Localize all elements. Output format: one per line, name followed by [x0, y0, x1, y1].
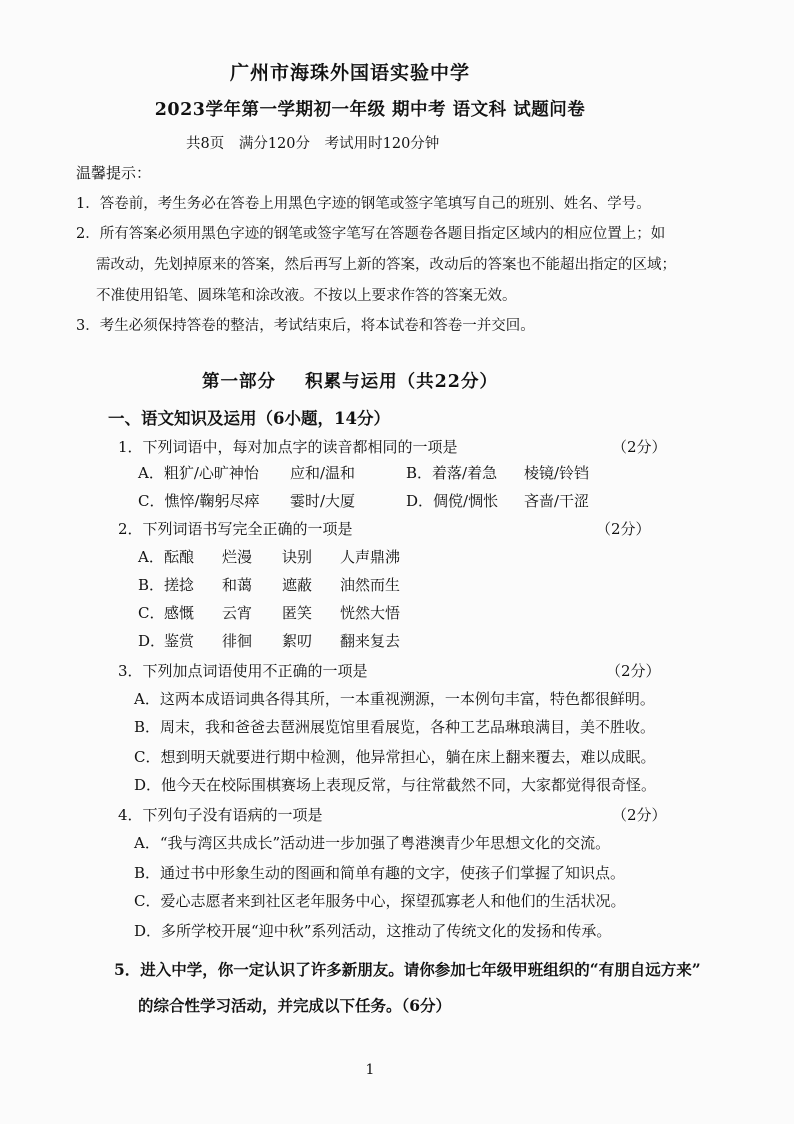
tips-title: 温馨提示： — [76, 164, 152, 182]
q2-word: 烂漫 — [222, 548, 253, 566]
q1-option-d: D．倜傥/惆怅 — [406, 492, 499, 510]
q1-option-b-2: 棱镜/铃铛 — [524, 464, 590, 482]
q2-option-letter: D． — [138, 632, 166, 650]
q2-option-letter: A． — [138, 548, 164, 566]
q2-word: 酝酿 — [164, 548, 195, 566]
q1-option-d-2: 吝啬/干涩 — [524, 492, 590, 510]
q2-word: 人声鼎沸 — [340, 548, 401, 566]
q2-word: 徘徊 — [222, 632, 253, 650]
q2-word: 翻来复去 — [340, 632, 401, 650]
q2-option-letter: C． — [138, 604, 165, 622]
q4-option: B．通过书中形象生动的图画和简单有趣的文字，使孩子们掌握了知识点。 — [134, 864, 626, 882]
q3-option: A．这两本成语词典各得其所，一本重视溯源，一本例句丰富，特色都很鲜明。 — [134, 690, 655, 708]
q2-word: 遮蔽 — [282, 576, 313, 594]
question-4-stem: 4．下列句子没有语病的一项是 — [118, 806, 323, 824]
section-title: 一、语文知识及运用（6小题，14分） — [108, 409, 390, 428]
question-2-points: （2分） — [596, 520, 651, 538]
q3-option: B．周末，我和爸爸去琶洲展览馆里看展览，各种工艺品琳琅满目，美不胜收。 — [134, 718, 656, 736]
part-title: 第一部分 积累与运用（共22分） — [202, 372, 498, 392]
q1-option-b: B．着落/着急 — [406, 464, 498, 482]
q2-word: 和蔼 — [222, 576, 253, 594]
q1-option-a: A．粗犷/心旷神怡 — [138, 464, 259, 482]
q4-option: A．“我与湾区共成长”活动进一步加强了粤港澳青少年思想文化的交流。 — [134, 834, 611, 852]
q2-word: 感慨 — [164, 604, 195, 622]
q1-option-c: C．憔悴/鞠躬尽瘁 — [138, 492, 260, 510]
question-5-line1: 5．进入中学，你一定认识了许多新朋友。请你参加七年级甲班组织的“有朋自远方来” — [114, 960, 701, 979]
exam-info: 共8页 满分120分 考试用时120分钟 — [186, 136, 440, 152]
question-4-points: （2分） — [612, 806, 667, 824]
question-1-stem: 1．下列词语中，每对加点字的读音都相同的一项是 — [118, 438, 458, 456]
q2-word: 絮叨 — [282, 632, 313, 650]
question-2-stem: 2．下列词语书写完全正确的一项是 — [118, 520, 353, 538]
q2-word: 鉴赏 — [164, 632, 195, 650]
q2-word: 油然而生 — [340, 576, 401, 594]
tip-item: 不准使用铅笔、圆珠笔和涂改液。不按以上要求作答的答案无效。 — [96, 288, 517, 304]
q2-word: 搓捻 — [164, 576, 195, 594]
tip-item: 2．所有答案必须用黑色字迹的钢笔或签字笔写在答题卷各题目指定区域内的相应位置上；如 — [76, 226, 666, 242]
q2-word: 诀别 — [282, 548, 313, 566]
q1-option-c-2: 霎时/大厦 — [290, 492, 356, 510]
school-name: 广州市海珠外国语实验中学 — [229, 62, 470, 84]
q1-option-a-2: 应和/温和 — [290, 464, 356, 482]
page-number: 1 — [365, 1062, 375, 1078]
exam-title: 2023学年第一学期初一年级 期中考 语文科 试题问卷 — [154, 100, 586, 120]
question-3-points: （2分） — [606, 662, 661, 680]
q2-word: 匿笑 — [282, 604, 313, 622]
question-1-points: （2分） — [612, 438, 667, 456]
q3-option: C．想到明天就要进行期中检测，他异常担心，躺在床上翻来覆去，难以成眠。 — [134, 748, 656, 766]
question-3-stem: 3．下列加点词语使用不正确的一项是 — [118, 662, 368, 680]
tip-item: 1．答卷前，考生务必在答卷上用黑色字迹的钢笔或签字笔填写自己的班别、姓名、学号。 — [76, 196, 651, 212]
tip-item: 需改动，先划掉原来的答案，然后再写上新的答案，改动后的答案也不能超出指定的区域； — [96, 257, 676, 273]
tip-item: 3．考生必须保持答卷的整洁，考试结束后，将本试卷和答卷一并交回。 — [76, 318, 535, 334]
q4-option: C．爱心志愿者来到社区老年服务中心，探望孤寡老人和他们的生活状况。 — [134, 892, 626, 910]
q2-word: 恍然大悟 — [340, 604, 401, 622]
q3-option: D．他今天在校际围棋赛场上表现反常，与往常截然不同，大家都觉得很奇怪。 — [134, 776, 657, 794]
q4-option: D．多所学校开展“迎中秋”系列活动，这推动了传统文化的发扬和传承。 — [134, 922, 612, 940]
q2-option-letter: B． — [138, 576, 165, 594]
question-5-line2: 的综合性学习活动，并完成以下任务。（6分） — [138, 996, 452, 1015]
q2-word: 云宵 — [222, 604, 253, 622]
